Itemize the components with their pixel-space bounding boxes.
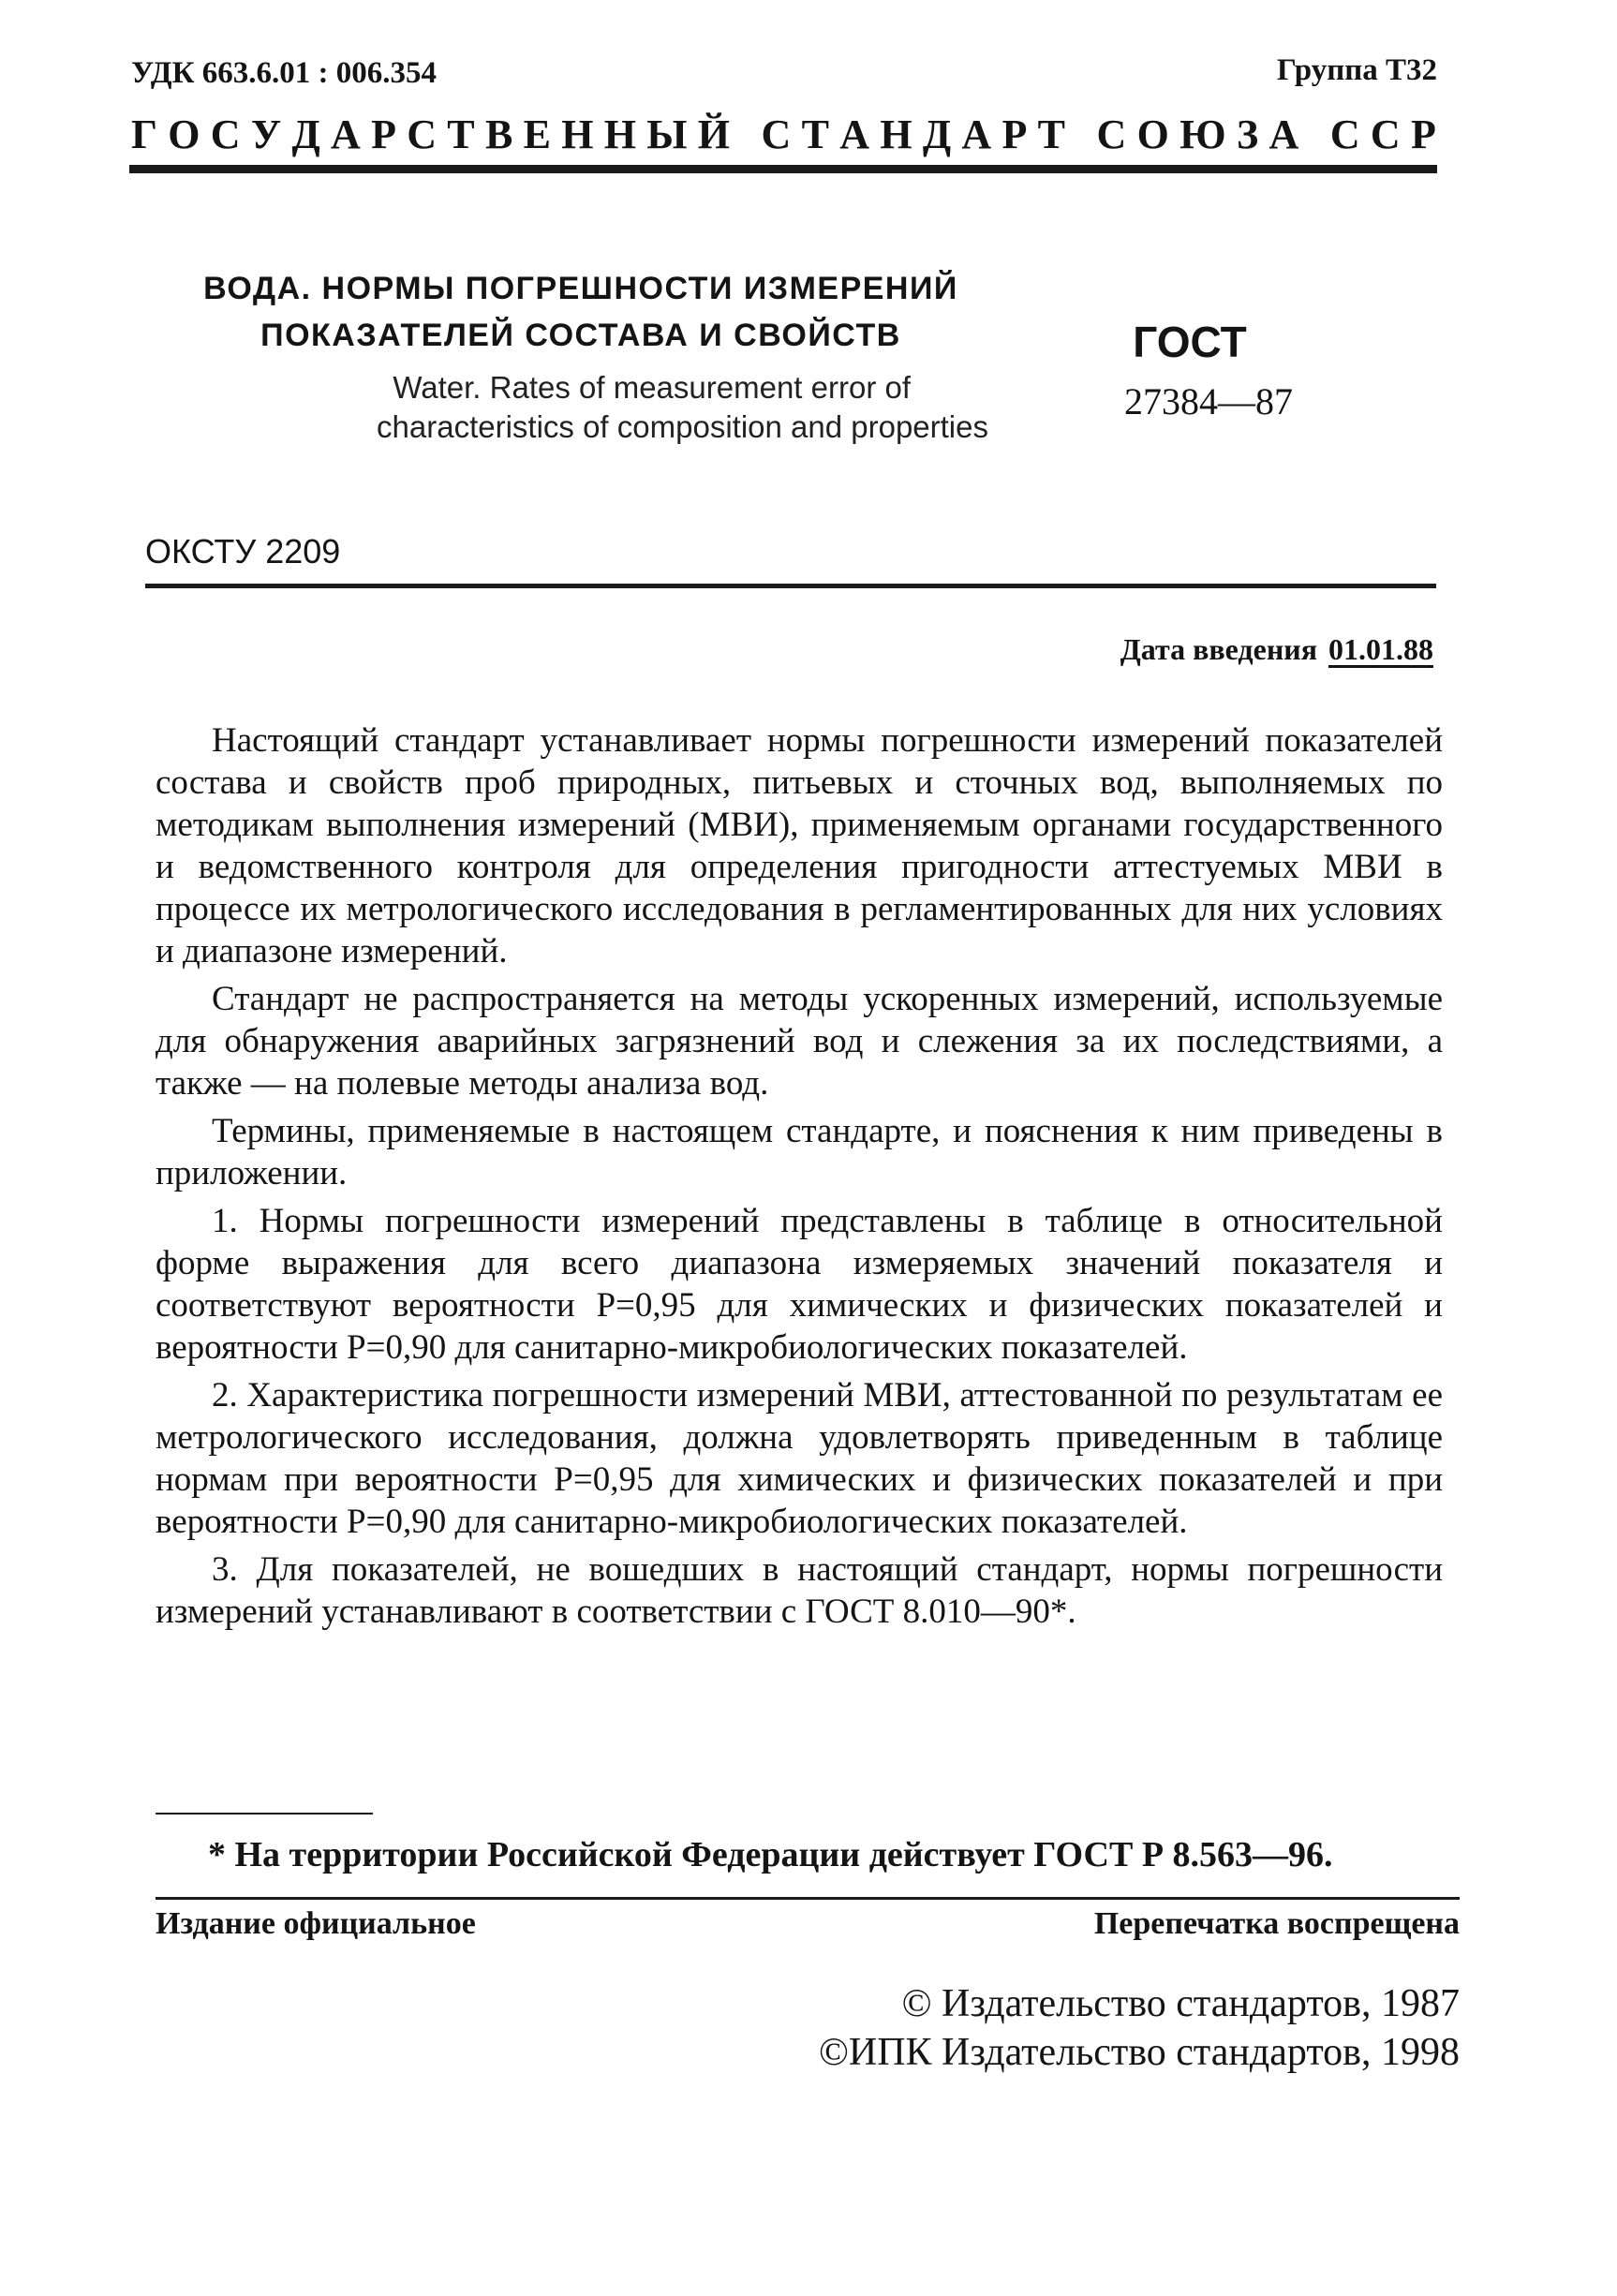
heading-letter: А <box>961 111 992 157</box>
paragraph: Настоящий стандарт устанавливает нормы погрешности измерений показателей состава и свойств проб природных, питьевых и сточных вод, выполняемых по методикам выполнения измерений (МВИ), применяемым органами государственного и ведомственного контроля для определения пригодности аттестуемых МВИ в процессе их метрологического исследования в регламентированных для них условиях и диапазоне измерений. <box>156 721 1443 970</box>
heading-letter: Н <box>603 111 636 157</box>
heading-letter: Г <box>131 111 157 157</box>
heading-letter: Т <box>447 111 475 157</box>
heading-letter <box>740 111 750 158</box>
heading-letter: С <box>210 111 241 157</box>
heading-letter: Е <box>523 111 551 157</box>
heading-letter: А <box>1268 111 1299 157</box>
heading-letter <box>1076 111 1086 158</box>
heading-rule <box>129 165 1437 173</box>
heading-letter: Т <box>801 111 829 157</box>
reprint-notice: Перепечатка воспрещена <box>1093 1906 1460 1941</box>
heading-letter: О <box>168 111 200 157</box>
copyright-line-2: ©ИПК Издательство стандартов, 1998 <box>818 2031 1460 2074</box>
heading-letter: Н <box>880 111 912 157</box>
edition-label: Издание официальное <box>156 1906 476 1941</box>
title-en-line-1: Water. Rates of measurement error of <box>393 370 911 405</box>
heading-letter: Й <box>697 111 730 157</box>
group-code: Группа Т32 <box>1276 53 1437 87</box>
introduction-date-label: Дата введения <box>1120 632 1317 666</box>
heading-letter: А <box>839 111 870 157</box>
heading-letter: С <box>761 111 792 157</box>
title-en-line-2: characteristics of composition and properties <box>377 409 988 444</box>
heading-letter: Р <box>371 111 396 157</box>
body-text <box>156 719 1443 1633</box>
heading-letter: С <box>1370 111 1401 157</box>
paragraph: Стандарт не распространяется на методы ускоренных измерений, используемые для обнаружения аварийных загрязнений вод и слежения за их последствиями, а также — на полевые методы анализа вод. <box>156 980 1443 1103</box>
footnote: * На территории Российской Федерации действует ГОСТ Р 8.563—96. <box>208 1835 1333 1874</box>
gost-number: 27384—87 <box>1124 380 1293 422</box>
heading-letter: С <box>1329 111 1360 157</box>
heading-letter: У <box>250 111 282 157</box>
document-title-en <box>192 368 988 447</box>
footer-rule <box>156 1897 1460 1900</box>
paragraph: 1. Нормы погрешности измерений представлены в таблице в относительной форме выражения для всего диапазона измеряемых значений показателя и соответствуют вероятности P=0,95 для химических и физических показателей и вероятности P=0,90 для санитарно-микробиологических показателей. <box>156 1202 1443 1367</box>
heading-letter: Н <box>561 111 594 157</box>
title-ru-line-2: ПОКАЗАТЕЛЕЙ СОСТАВА И СВОЙСТВ <box>260 318 901 353</box>
heading-letter: Д <box>291 111 320 157</box>
gost-label: ГОСТ <box>1133 318 1247 366</box>
heading-letter <box>1310 111 1320 158</box>
heading-letter: С <box>407 111 438 157</box>
udk-code: УДК 663.6.01 : 006.354 <box>131 56 438 90</box>
copyright-block <box>819 1979 1460 2077</box>
state-standard-heading <box>131 111 1436 158</box>
title-ru-line-1: ВОДА. НОРМЫ ПОГРЕШНОСТИ ИЗМЕРЕНИЙ <box>203 271 958 306</box>
heading-letter: Ы <box>646 111 688 157</box>
okstu-code: ОКСТУ 2209 <box>145 532 341 570</box>
paragraph: Термины, применяемые в настоящем стандарте, и пояснения к ним приведены в приложении. <box>156 1112 1443 1192</box>
heading-letter: З <box>1236 111 1259 157</box>
paragraph: 2. Характеристика погрешности измерений МВИ, аттестованной по результатам ее метрологического исследования, должна удовлетворять приведенным в таблице нормам при вероятности P=0,95 для химических и физических показателей и при вероятности P=0,90 для санитарно-микробиологических показателей. <box>156 1376 1443 1541</box>
heading-letter: Р <box>1001 111 1028 157</box>
heading-letter: Ю <box>1179 111 1226 157</box>
copyright-line-1: © Издательство стандартов, 1987 <box>901 1982 1460 2025</box>
heading-letter: Р <box>1410 111 1436 157</box>
heading-letter: С <box>1096 111 1127 157</box>
introduction-date <box>1120 632 1433 667</box>
heading-letter: В <box>484 111 513 157</box>
paragraph: 3. Для показателей, не вошедших в настоящий стандарт, нормы погрешности измерений устанавливают в соответствии с ГОСТ 8.010—90*. <box>156 1550 1443 1631</box>
heading-letter: О <box>1136 111 1169 157</box>
introduction-date-value: 01.01.88 <box>1328 632 1433 666</box>
document-title-ru <box>159 265 1002 359</box>
okstu-rule <box>145 584 1436 588</box>
footnote-rule <box>156 1813 373 1815</box>
heading-letter: Д <box>922 111 952 157</box>
heading-letter: Т <box>1037 111 1065 157</box>
heading-letter: А <box>331 111 361 157</box>
